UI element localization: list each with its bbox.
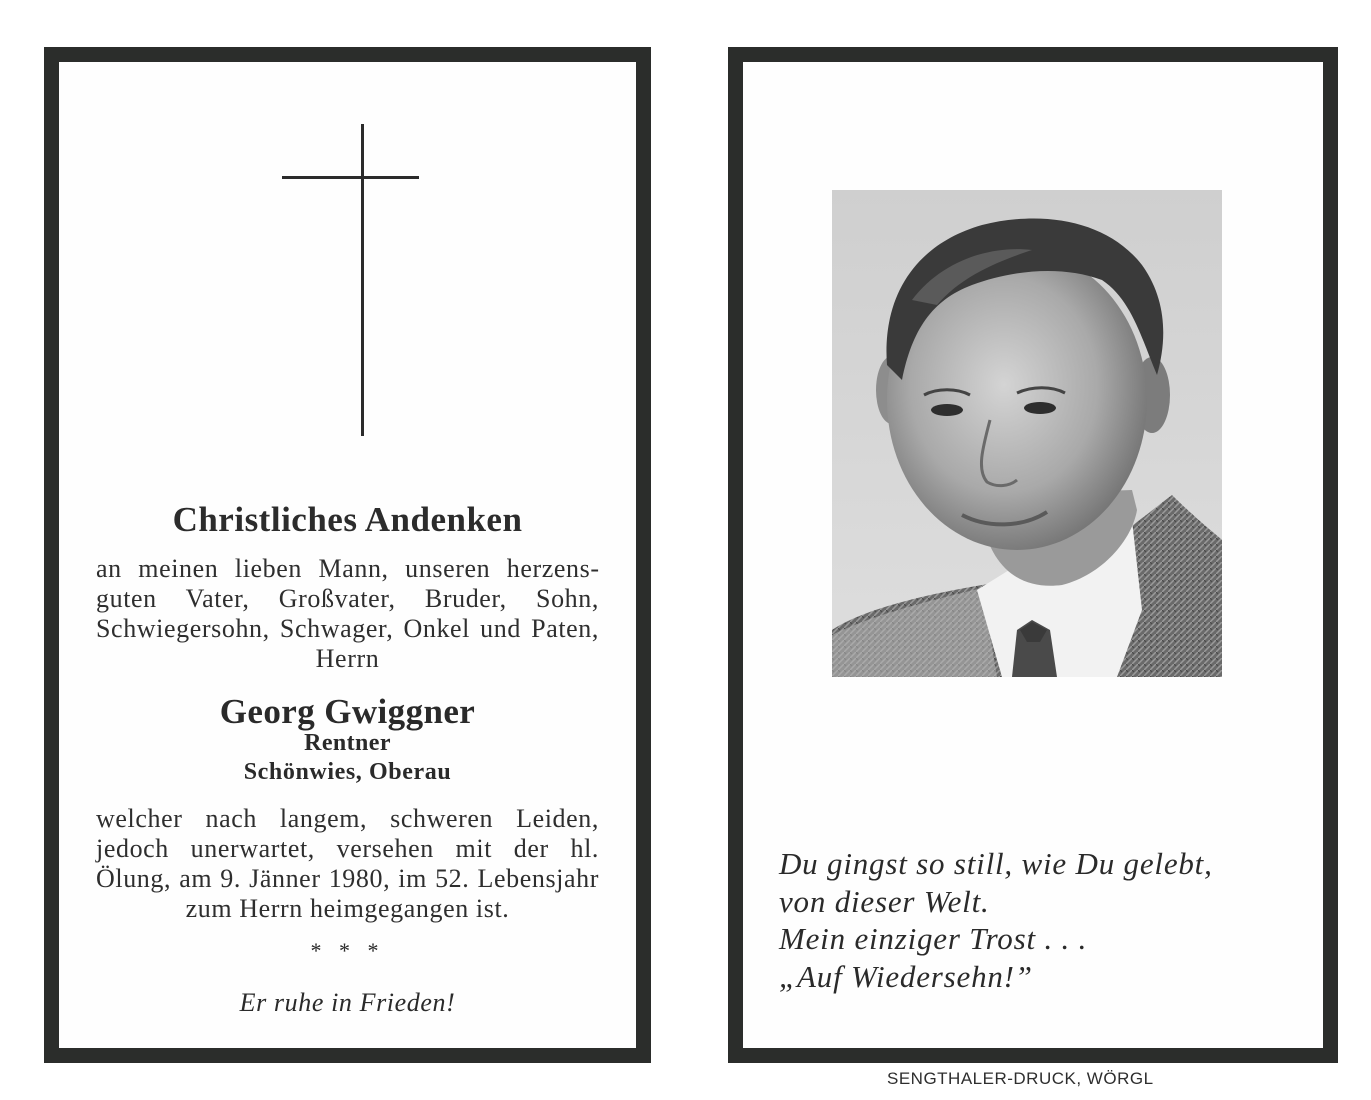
printer-credit: SENGTHALER-DRUCK, WÖRGL — [887, 1069, 1154, 1088]
poem-line: „Auf Wiedersehn!” — [779, 958, 1033, 994]
stars-divider: * * * — [310, 938, 385, 963]
poem-line: Mein einziger Trost . . . — [779, 921, 1088, 956]
death-notice-text: welcher nach langem, schweren Leiden, jedoch unerwartet, versehen mit der hl. Ölung, am 9. Jänner 1980, im 52. Lebensjahr zum Herrn heimgegangen ist. — [96, 804, 599, 923]
poem-line: Du gingst so still, wie Du gelebt, — [779, 846, 1213, 881]
farewell-text: Er ruhe in Frieden! — [239, 988, 456, 1017]
card-heading: Christliches Andenken — [172, 500, 523, 539]
cross-icon — [361, 124, 364, 436]
deceased-profession: Rentner — [304, 730, 391, 756]
memorial-card-right — [728, 47, 1338, 1063]
deceased-residence: Schönwies, Oberau — [243, 759, 452, 785]
cross-icon-bar — [282, 176, 419, 179]
poem — [779, 845, 1319, 995]
intro-text: an meinen lieben Mann, unseren herzensguten Vater, Großvater, Bruder, Sohn, Schwiegersohn, Schwager, Onkel und Paten, Herrn — [96, 554, 599, 673]
poem-line: von dieser Welt. — [779, 883, 990, 919]
portrait-photo — [832, 190, 1222, 677]
deceased-name: Georg Gwiggner — [219, 692, 476, 731]
memorial-card-left — [44, 47, 651, 1063]
